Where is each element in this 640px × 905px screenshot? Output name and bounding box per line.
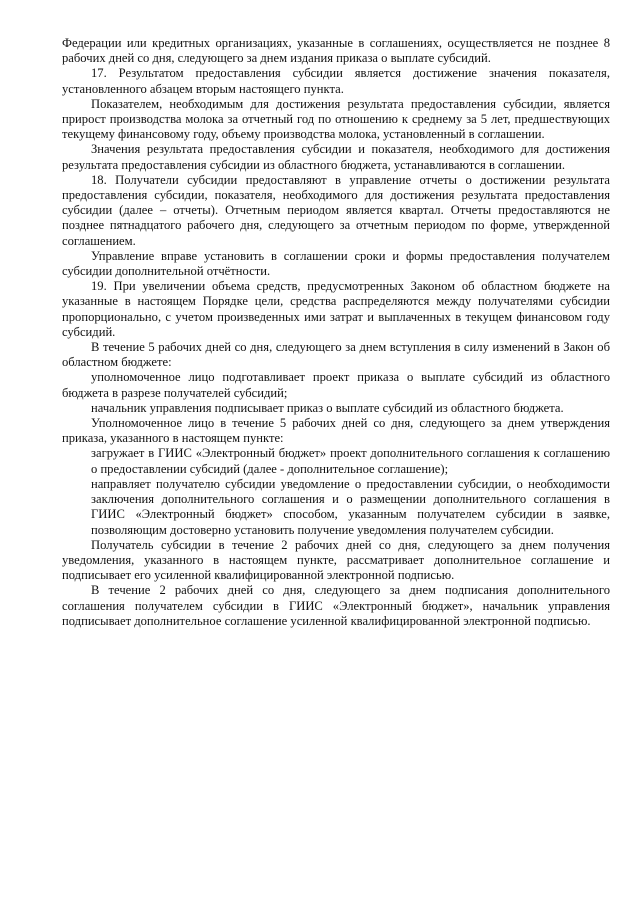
paragraph-authorized-person-within: Уполномоченное лицо в течение 5 рабочих дней со дня, следующего за днем утверждения приказа, указанного в настоящем пункте: xyxy=(62,416,610,446)
paragraph-item-19: 19. При увеличении объема средств, предусмотренных Законом об областном бюджете на указанные в настоящем Порядке цели, средства распределяются между получателями субсидии пропорционально, с учетом произведенных ими затрат и выплаченных в текущем финансовом году субсидий. xyxy=(62,279,610,339)
paragraph-continuation: Федерации или кредитных организациях, указанные в соглашениях, осуществляется не позднее 8 рабочих дней со дня, следующего за днем издания приказа о выплате субсидий. xyxy=(62,36,610,66)
paragraph-uploads-draft: загружает в ГИИС «Электронный бюджет» проект дополнительного соглашения к соглашению о предоставлении субсидий (далее - дополнительное соглашение); xyxy=(91,446,610,476)
document-page xyxy=(62,36,610,629)
paragraph-item-17: 17. Результатом предоставления субсидии является достижение значения показателя, установленного абзацем вторым настоящего пункта. xyxy=(62,66,610,96)
paragraph-additional-reporting: Управление вправе установить в соглашении сроки и формы предоставления получателем субсидии дополнительной отчётности. xyxy=(62,248,610,279)
paragraph-sends-notice: направляет получателю субсидии уведомление о предоставлении субсидии, о необходимости заключения дополнительного соглашения и о размещении дополнительного соглашения в ГИИС «Электронный бюджет» способом, указанным получателем субсидии в заявке, позволяющим достоверно установить получение уведомления получателем субсидии. xyxy=(91,476,610,537)
paragraph-head-signs-order: начальник управления подписывает приказ о выплате субсидий из областного бюджета. xyxy=(91,400,564,415)
paragraph-head-signs-agreement: В течение 2 рабочих дней со дня, следующего за днем подписания дополнительного соглашения получателем субсидии в ГИИС «Электронный бюджет», начальник управления подписывает дополнительное соглашение усиленной квалифицированной электронной подписью. xyxy=(62,583,610,628)
paragraph-recipient-signs: Получатель субсидии в течение 2 рабочих дней со дня, следующего за днем получения уведомления, указанного в настоящем пункте, рассматривает дополнительное соглашение и подписывает его усиленной квалифицированной электронной подписью. xyxy=(62,537,610,583)
paragraph-values: Значения результата предоставления субсидии и показателя, необходимого для достижения результата предоставления субсидии из областного бюджета, устанавливаются в соглашении. xyxy=(62,142,610,172)
paragraph-authorized-person-prepares: уполномоченное лицо подготавливает проект приказа о выплате субсидий из областного бюджета в разрезе получателей субсидий; xyxy=(62,370,610,400)
paragraph-five-days: В течение 5 рабочих дней со дня, следующего за днем вступления в силу изменений в Закон об областном бюджете: xyxy=(62,340,610,370)
paragraph-item-18: 18. Получатели субсидии предоставляют в управление отчеты о достижении результата предоставления субсидии, показателя, необходимого для достижения результата предоставления субсидии (далее – отчеты). Отчетным периодом является квартал. Отчеты предоставляются не позднее пятнадцатого рабочего дня, следующего за отчетным периодом по форме, утвержденной соглашением. xyxy=(62,172,610,248)
paragraph-indicator: Показателем, необходимым для достижения результата предоставления субсидии, является прирост производства молока за отчетный год по отношению к среднему за 5 лет, предшествующих текущему финансовому году, объему производства молока, установленный в соглашении. xyxy=(62,96,610,142)
